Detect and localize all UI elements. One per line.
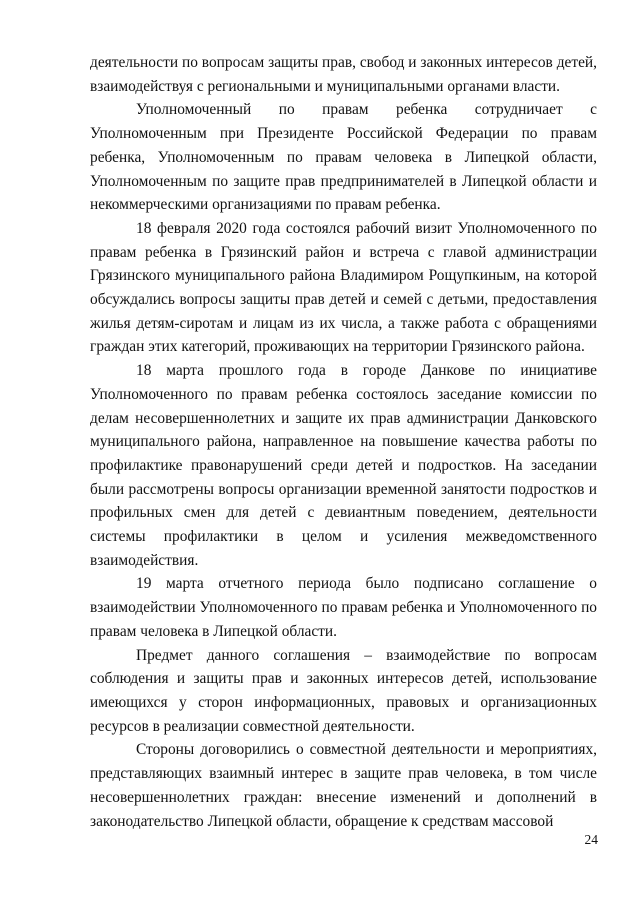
paragraph-5: 19 марта отчетного периода было подписано соглашение о взаимодействии Уполномоченного по правам ребенка и Уполномоченного по правам человека в Липецкой области. bbox=[90, 575, 597, 640]
paragraph-6: Предмет данного соглашения – взаимодействие по вопросам соблюдения и защиты прав и законных интересов детей, использование имеющихся у сторон информационных, правовых и организационных ресурсов в реализации совместной деятельности. bbox=[90, 646, 597, 735]
paragraph-7: Стороны договорились о совместной деятельности и мероприятиях, представляющих взаимный интерес в защите прав человека, в том числе несовершеннолетних граждан: внесение изменений и дополнений в законодательство Липецкой области, обращение к средствам массовой bbox=[90, 741, 597, 830]
page-number: 24 bbox=[584, 832, 598, 847]
paragraph-3: 18 февраля 2020 года состоялся рабочий визит Уполномоченного по правам ребенка в Грязинский район и встреча с главой администрации Грязинского муниципального района Владимиром Рощупкиным, на которой обсуждались вопросы защиты прав детей и семей с детьми, предоставления жилья детям-сиротам и лицам из их числа, а также работа с обращениями граждан этих категорий, проживающих на территории Грязинского района. bbox=[90, 219, 597, 356]
paragraph-1: деятельности по вопросам защиты прав, свобод и законных интересов детей, взаимодействуя с региональными и муниципальными органами власти. bbox=[90, 54, 597, 95]
paragraph-4: 18 марта прошлого года в городе Данкове по инициативе Уполномоченного по правам ребенка состоялось заседание комиссии по делам несовершеннолетних и защите их прав администрации Данковского муниципального района, направленное на повышение качества работы по профилактике правонарушений среди детей и подростков. На заседании были рассмотрены вопросы организации временной занятости подростков и профильных смен для детей с девиантным поведением, деятельности системы профилактики в целом и усиления межведомственного взаимодействия. bbox=[90, 362, 597, 569]
paragraph-2: Уполномоченный по правам ребенка сотрудничает с Уполномоченным при Президенте Российской Федерации по правам ребенка, Уполномоченным по правам человека в Липецкой области, Уполномоченным по защите прав предпринимателей в Липецкой области и некоммерческими организациями по правам ребенка. bbox=[90, 101, 597, 214]
document-page bbox=[90, 51, 597, 833]
